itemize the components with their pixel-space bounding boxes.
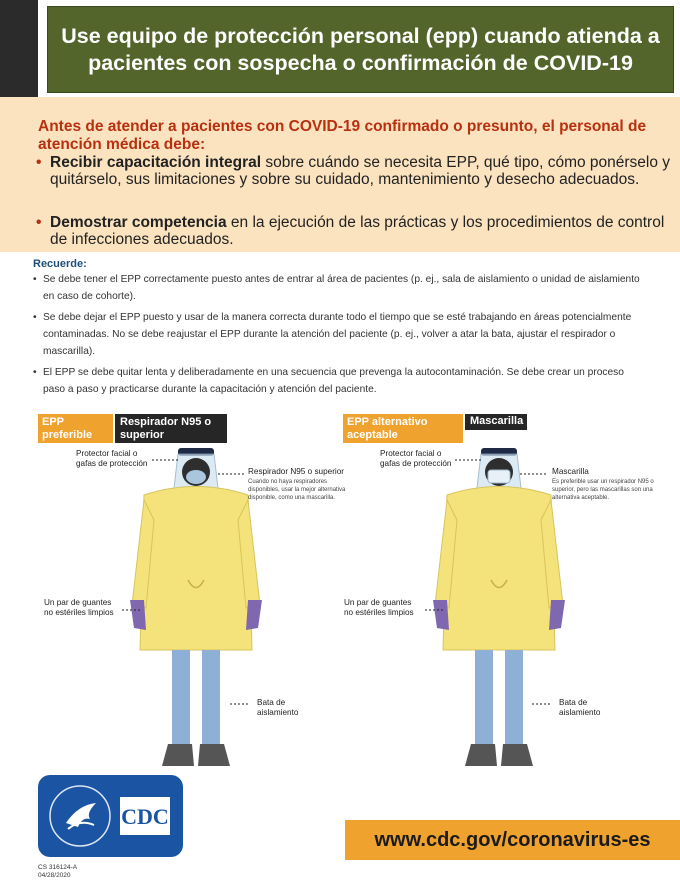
left-gown-label: Bata de aislamiento bbox=[257, 698, 299, 717]
left-face-label: Protector facial o gafas de protección bbox=[76, 449, 148, 468]
page-title: Use equipo de protección personal (epp) cuando atienda a pacientes con sospecha o confirmación de COVID-19 bbox=[61, 23, 660, 75]
left-item-label: Respirador N95 o superior bbox=[115, 414, 227, 443]
doc-code: CS 316124-A bbox=[38, 864, 78, 871]
main-bullet-2-bold: Demostrar competencia bbox=[50, 214, 227, 231]
recuerde-heading: Recuerde: bbox=[33, 258, 87, 270]
right-face-label: Protector facial o gafas de protección bbox=[380, 449, 452, 468]
recuerde-item-1: • Se debe tener el EPP correctamente puesto antes de entrar al área de pacientes (p. ej., sala de aislamiento o unidad de aislamiento en caso de cohorte). bbox=[33, 274, 640, 302]
right-gown-label: Bata de aislamiento bbox=[559, 698, 601, 717]
hhs-cdc-logo bbox=[38, 775, 183, 857]
left-tag: EPP preferible bbox=[38, 414, 113, 443]
doc-date: 04/28/2020 bbox=[38, 872, 71, 879]
main-bullet-2: • Demostrar competencia en la ejecución de las prácticas y los procedimientos de control de infecciones adecuados. bbox=[36, 214, 665, 248]
left-resp-note: Cuando no haya respiradores disponibles, usar la mejor alternativa disponible, como una mascarilla. bbox=[248, 479, 346, 501]
main-bullet-2-text: en la ejecución de las prácticas y los procedimientos de control de infecciones adecuados. bbox=[50, 214, 665, 248]
recuerde-item-2: • Se debe dejar el EPP puesto y usar de la manera correcta durante todo el tiempo que se esté trabajando en áreas potencialmente contaminadas. No se debe reajustar el EPP durante la atención del paciente (p. ej., volver a atar la bata, ajustar el respirador o mascarilla). bbox=[33, 312, 632, 357]
title-banner bbox=[47, 6, 674, 93]
lead-text: Antes de atender a pacientes con COVID-19 confirmado o presunto, el personal de atención médica debe: bbox=[38, 118, 647, 153]
left-gloves-label: Un par de guantes no estériles limpios bbox=[44, 598, 114, 617]
right-item-label: Mascarilla bbox=[465, 414, 527, 430]
left-resp-label: Respirador N95 o superior bbox=[248, 467, 345, 476]
right-gloves-label: Un par de guantes no estériles limpios bbox=[344, 598, 414, 617]
cdc-logo-text: CDC bbox=[121, 804, 169, 829]
right-tag: EPP alternativo aceptable bbox=[343, 414, 463, 443]
left-dark-strip bbox=[0, 0, 38, 100]
right-mask-label: Mascarilla bbox=[552, 467, 589, 476]
main-bullet-1: • Recibir capacitación integral sobre cuándo se necesita EPP, qué tipo, cómo ponérselo y quitárselo, sus limitaciones y sobre su cuidado, mantenimiento y desecho adecuados. bbox=[36, 154, 671, 188]
right-figure bbox=[433, 448, 565, 766]
recuerde-item-3: • El EPP se debe quitar lenta y deliberadamente en una secuencia que prevenga la autocontaminación. Se debe crear un proceso paso a paso y practicarse durante la capacitación y atención del paciente. bbox=[33, 367, 624, 395]
hhs-eagle-icon bbox=[38, 775, 183, 857]
main-bullet-1-text: sobre cuándo se necesita EPP, qué tipo, cómo ponérselo y quitárselo, sus limitaciones y sobre su cuidado, mantenimiento y desecho adecuados. bbox=[50, 154, 671, 188]
right-mask-note: Es preferible usar un respirador N95 o superior, pero las mascarillas son una alternativa aceptable. bbox=[552, 479, 654, 501]
url-bar[interactable] bbox=[345, 820, 680, 860]
footer-code bbox=[38, 864, 77, 880]
left-figure bbox=[130, 448, 262, 766]
main-bullet-1-bold: Recibir capacitación integral bbox=[50, 154, 262, 171]
cdc-url-link[interactable]: www.cdc.gov/coronavirus-es bbox=[374, 828, 651, 851]
